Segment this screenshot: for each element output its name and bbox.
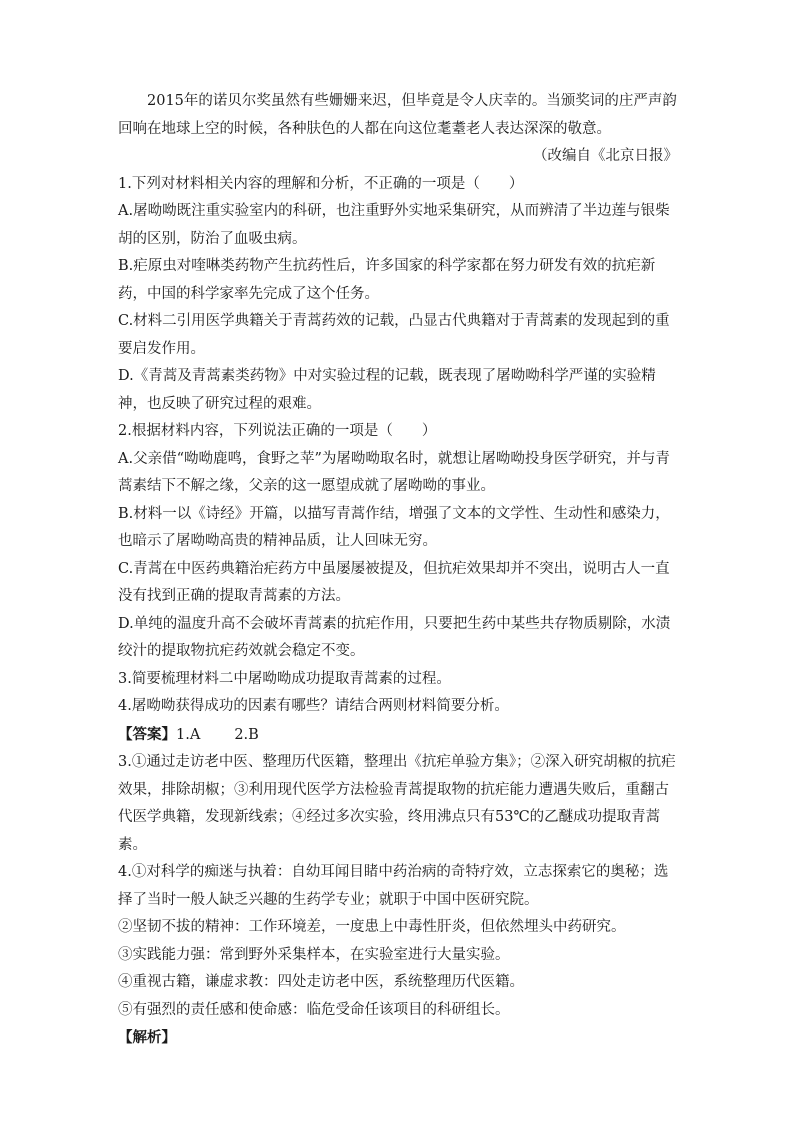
answer-4-item-5: ⑤有强烈的责任感和使命感：临危受命任该项目的科研组长。 [118,1001,510,1018]
question-1-option-c: C.材料二引用医学典籍关于青蒿药效的记载，凸显古代典籍对于青蒿素的发现起到的重要启发作用。 [118,313,670,357]
question-1-option-b: B.疟原虫对喹啉类药物产生抗药性后，许多国家的科学家都在努力研发有效的抗疟新药，中国的科学家率先完成了这个任务。 [118,258,656,302]
question-2-option-b: B.材料一以《诗经》开篇，以描写青蒿作结，增强了文本的文学性、生动性和感染力，也暗示了屠呦呦高贵的精神品质，让人回味无穷。 [118,505,670,549]
intro-paragraph: 2015年的诺贝尔奖虽然有些姗姗来迟，但毕竟是令人庆幸的。当颁奖词的庄严声韵回响在地球上空的时候，各种肤色的人都在向这位耄耋老人表达深深的敬意。 [118,93,677,137]
answer-2: 2.B [234,726,259,743]
question-1-option-d: D.《青蒿及青蒿素类药物》中对实验过程的记载，既表现了屠呦呦科学严谨的实验精神，也反映了研究过程的艰难。 [118,368,656,412]
answer-1: 1.A [176,726,201,743]
answer-4-item-4: ④重视古籍，谦虚求教：四处走访老中医，系统整理历代医籍。 [118,974,524,990]
question-2-option-c: C.青蒿在中医药典籍治疟药方中虽屡屡被提及，但抗疟效果却并不突出，说明古人一直没有找到正确的提取青蒿素的方法。 [118,560,670,604]
question-2-option-a: A.父亲借“呦呦鹿鸣，食野之苹”为屠呦呦取名时，就想让屠呦呦投身医学研究，并与青蒿素结下不解之缘，父亲的这一愿望成就了屠呦呦的事业。 [118,450,670,494]
answer-4-item-2: ②坚韧不拔的精神：工作环境差，一度患上中毒性肝炎，但依然埋头中药研究。 [118,919,626,935]
analysis-label: 【解析】 [118,1029,176,1046]
question-2-stem: 2.根据材料内容，下列说法正确的一项是（ ） [118,423,437,439]
question-1-stem: 1.下列对材料相关内容的理解和分析，不正确的一项是（ ） [118,175,524,192]
answer-3: 3.①通过走访老中医、整理历代医籍，整理出《抗疟单验方集》；②深入研究胡椒的抗疟效果，排除胡椒；③利用现代医学方法检验青蒿提取物的抗疟能力遭遇失败后，重翻古代医学典籍，发现新线索；④经过多次实验，终用沸点只有53℃的乙醚成功提取青蒿素。 [118,754,676,853]
source-citation: （改编自《北京日报》 [533,148,678,164]
document-page [118,88,678,1052]
answer-label: 【答案】 [118,725,176,743]
answer-4-item-3: ③实践能力强：常到野外采集样本，在实验室进行大量实验。 [118,946,510,963]
question-4: 4.屠呦呦获得成功的因素有哪些？请结合两则材料简要分析。 [118,698,509,714]
answer-line [118,721,678,750]
question-1-option-a: A.屠呦呦既注重实验室内的科研，也注重野外实地采集研究，从而辨清了半边莲与银柴胡的区别，防治了血吸虫病。 [118,203,670,247]
question-2-option-d: D.单纯的温度升高不会破坏青蒿素的抗疟作用，只要把生药中某些共存物质剔除，水渍绞汁的提取物抗疟药效就会稳定不变。 [118,615,671,659]
answer-4-item-1: 4.①对科学的痴迷与执着：自幼耳闻目睹中药治病的奇特疗效，立志探索它的奥秘；选择了当时一般人缺乏兴趣的生药学专业；就职于中国中医研究院。 [118,864,669,908]
question-3: 3.简要梳理材料二中屠呦呦成功提取青蒿素的过程。 [118,670,451,687]
